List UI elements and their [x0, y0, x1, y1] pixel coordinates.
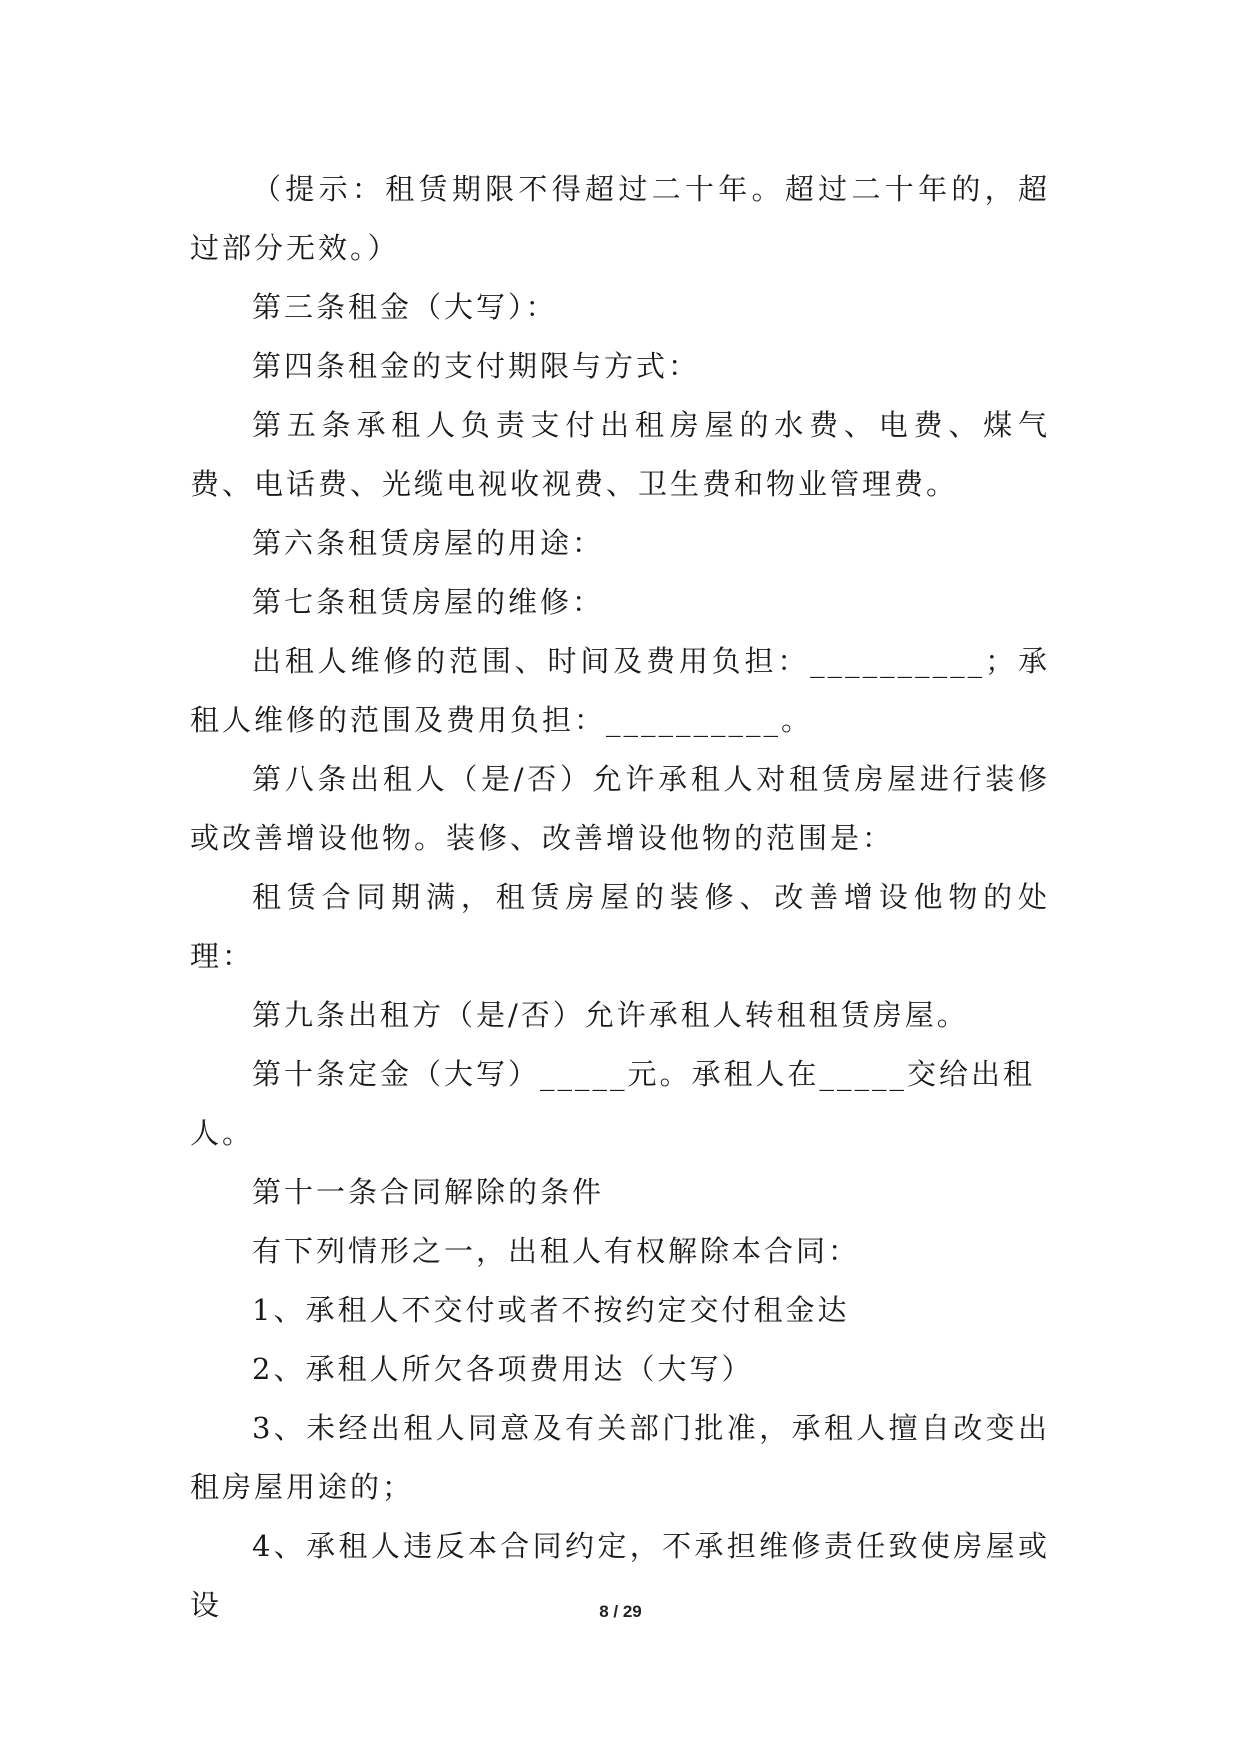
- paragraph-article-5-fees: 第五条承租人负责支付出租房屋的水费、电费、煤气费、电话费、光缆电视收视费、卫生费和物业管理费。: [190, 408, 1050, 501]
- paragraph-article-6-usage: 第六条租赁房屋的用途：: [252, 526, 605, 560]
- list-item: 3、未经出租人同意及有关部门批准，承租人擅自改变出租房屋用途的；: [190, 1411, 1050, 1504]
- paragraph-article-9-sublease: 第九条出租方（是/否）允许承租人转租租赁房屋。: [252, 998, 969, 1032]
- paragraph-hint-lease-term: （提示：租赁期限不得超过二十年。超过二十年的，超过部分无效。）: [190, 172, 1050, 265]
- list-item: 1、承租人不交付或者不按约定交付租金达: [252, 1293, 850, 1327]
- paragraph-article-3-rent: 第三条租金（大写）：: [252, 290, 558, 324]
- paragraph-termination-intro: 有下列情形之一，出租人有权解除本合同：: [252, 1234, 861, 1268]
- list-item: 4、承租人违反本合同约定，不承担维修责任致使房屋或设: [190, 1529, 1050, 1622]
- document-body: [190, 160, 1050, 1635]
- paragraph-article-7-repair: 第七条租赁房屋的维修：: [252, 585, 605, 619]
- paragraph-article-4-payment: 第四条租金的支付期限与方式：: [252, 349, 701, 383]
- paragraph-decoration-expiry: 租赁合同期满，租赁房屋的装修、改善增设他物的处理：: [190, 880, 1050, 973]
- paragraph-article-11-termination: 第十一条合同解除的条件: [252, 1175, 605, 1209]
- page-number: 8 / 29: [599, 1602, 642, 1621]
- paragraph-article-10-deposit: 第十条定金（大写）_____元。承租人在_____交给出租人。: [190, 1057, 1036, 1150]
- paragraph-repair-responsibility: 出租人维修的范围、时间及费用负担：__________；承租人维修的范围及费用负担：__________。: [190, 644, 1050, 737]
- list-item: 2、承租人所欠各项费用达（大写）: [252, 1352, 754, 1386]
- paragraph-article-8-decoration: 第八条出租人（是/否）允许承租人对租赁房屋进行装修或改善增设他物。装修、改善增设他物的范围是：: [190, 762, 1050, 855]
